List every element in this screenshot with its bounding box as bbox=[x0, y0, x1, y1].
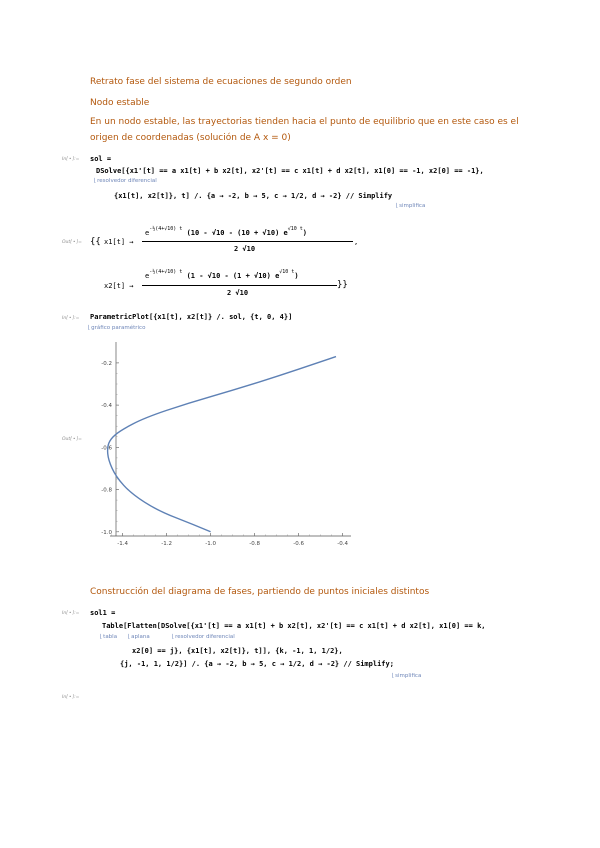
heading-nodo-estable: Nodo estable bbox=[90, 98, 150, 108]
cell1-sol-assign[interactable] bbox=[90, 155, 111, 163]
heading-retrato-fase: Retrato fase del sistema de ecuaciones de segundo orden bbox=[90, 77, 352, 87]
hint-simplifica-2: ⌊ simplifica bbox=[392, 673, 421, 679]
hint-aplana: ⌊ aplana bbox=[128, 634, 150, 640]
cell3-initial-line[interactable] bbox=[132, 647, 343, 655]
paragraph-line-2: origen de coordenadas (solución de A x = 0) bbox=[90, 133, 291, 143]
x1-denominator-text: 2 √10 bbox=[234, 245, 256, 253]
cell1-dsolve-line[interactable] bbox=[96, 167, 484, 175]
output1-comma: , bbox=[354, 238, 359, 246]
cell1-line2: DSolve[{x1'[t] == a x1[t] + b x2[t], x2'[t] == c x1[t] + d x2[t], x1[0] == -1, x2[0] == -1}, bbox=[96, 167, 484, 175]
x-tick-label: -0.6 bbox=[293, 541, 304, 547]
in-label: In[ • ]:= bbox=[62, 157, 80, 162]
parametric-plot bbox=[85, 340, 360, 550]
cell3-table-line[interactable] bbox=[102, 622, 486, 630]
y-tick-label: -0.4 bbox=[101, 403, 112, 410]
heading-construccion: Construcción del diagrama de fases, partiendo de puntos iniciales distintos bbox=[90, 587, 430, 597]
in-label-2: In[ • ]:= bbox=[62, 316, 80, 321]
x-tick-label: -1.0 bbox=[205, 541, 216, 547]
cell3-sol1-assign[interactable] bbox=[90, 609, 115, 617]
cell1-vars-line[interactable] bbox=[114, 192, 392, 200]
x-tick-label: -1.2 bbox=[161, 541, 172, 547]
x2-close-paren: ) bbox=[294, 272, 299, 280]
hint-tabla: ⌊ tabla bbox=[100, 634, 117, 640]
x-tick-label: -0.4 bbox=[337, 541, 348, 547]
output1-x1-numerator: $e^{-\frac{1}{2}(4+√10) t}$ (10 - √10 - (10 + √10) $e^{√10 t}$) bbox=[145, 226, 307, 237]
hint-grafico-parametrico: ⌊ gráfico paramétrico bbox=[88, 325, 145, 331]
output1-open-braces: {{ bbox=[90, 237, 101, 247]
parametric-curve bbox=[108, 357, 336, 532]
output1-x1-fraction-bar bbox=[142, 241, 353, 242]
output1-x2-label: x2[t] → bbox=[104, 282, 134, 290]
output1-x2-numerator: $e^{-\frac{1}{2}(4+√10) t}$ (1 - √10 - (1 + √10) $e^{√10 t}$) bbox=[145, 269, 299, 280]
hint-simplifica: ⌊ simplifica bbox=[396, 203, 425, 209]
y-tick-label: -0.6 bbox=[101, 445, 112, 452]
output1-x2-denominator bbox=[227, 289, 248, 297]
y-tick-label: -1.0 bbox=[101, 529, 112, 536]
hint-resolvedor-diferencial: ⌊ resolvedor diferencial bbox=[94, 178, 157, 184]
y-tick-label: -0.2 bbox=[101, 360, 112, 367]
cell3-line1: sol1 = bbox=[90, 609, 116, 617]
x-tick-label: -0.8 bbox=[249, 541, 260, 547]
x2-body: (1 - √10 - (1 + √10) e bbox=[186, 272, 280, 280]
x2-exponent: -½(4+√10) t bbox=[149, 269, 183, 275]
cell1-line1: sol = bbox=[90, 155, 112, 163]
x1-inner-exponent: √10 t bbox=[287, 226, 303, 232]
output1-close-braces: }} bbox=[337, 280, 348, 290]
x2-inner-exponent: √10 t bbox=[279, 269, 295, 275]
in-label-3: In[ • ]:= bbox=[62, 611, 80, 616]
y-tick-label: -0.8 bbox=[101, 487, 112, 494]
paragraph-line-1: En un nodo estable, las trayectorias tienden hacia el punto de equilibrio que en este caso es el bbox=[90, 117, 519, 127]
cell2-parametricplot[interactable] bbox=[90, 313, 292, 321]
out-label: Out[ • ]= bbox=[62, 240, 82, 245]
cell3-range-line[interactable] bbox=[120, 660, 394, 668]
x1-exponent: -½(4+√10) t bbox=[149, 226, 183, 232]
output1-x1-label: x1[t] → bbox=[104, 238, 134, 246]
cell3-line2: Table[Flatten[DSolve[{x1'[t] == a x1[t] + b x2[t], x2'[t] == c x1[t] + d x2[t], x1[0] == k, bbox=[102, 622, 486, 630]
output1-x1-denominator bbox=[234, 245, 255, 253]
out-label-2: Out[ • ]= bbox=[62, 437, 82, 442]
cell1-line3: {x1[t], x2[t]}, t] /. {a → -2, b → 5, c → 1/2, d → -2} // Simplify bbox=[114, 192, 393, 200]
hint-resolvedor-diferencial-2: ⌊ resolvedor diferencial bbox=[172, 634, 235, 640]
x-tick-label: -1.4 bbox=[117, 541, 128, 547]
cell2-code: ParametricPlot[{x1[t], x2[t]} /. sol, {t, 0, 4}] bbox=[90, 313, 293, 321]
output1-x2-fraction-bar bbox=[142, 285, 337, 286]
x1-close-paren: ) bbox=[302, 229, 307, 237]
cell3-line4: {j, -1, 1, 1/2}] /. {a → -2, b → 5, c → 1/2, d → -2} // Simplify; bbox=[120, 660, 394, 668]
cell3-line3: x2[0] == j}, {x1[t], x2[t]}, t]], {k, -1, 1, 1/2}, bbox=[132, 647, 343, 655]
x2-denominator-text: 2 √10 bbox=[227, 289, 249, 297]
empty-in-label[interactable]: In[ • ]:= bbox=[62, 695, 80, 700]
x1-body: (10 - √10 - (10 + √10) e bbox=[186, 229, 288, 237]
